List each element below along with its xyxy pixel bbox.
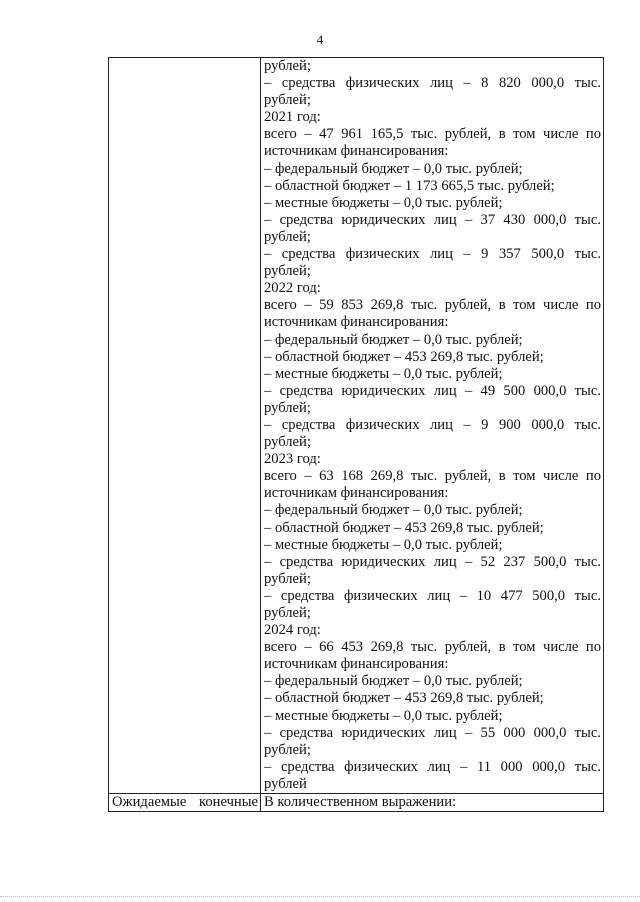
text-line: 2023 год: [264,451,321,468]
text-line: – местные бюджеты – 0,0 тыс. рублей; [264,707,503,724]
expected-results-label: Ожидаемые конечные [112,794,258,811]
text-line: всего – 63 168 269,8 тыс. рублей, в том числе по [264,468,601,485]
bottom-rule [0,896,640,897]
text-line: – областной бюджет – 453 269,8 тыс. рублей; [264,690,544,707]
text-line: 2022 год: [264,280,321,297]
text-line: – средства физических лиц – 11 000 000,0 тыс. [264,758,601,775]
text-line: – федеральный бюджет – 0,0 тыс. рублей; [264,331,523,348]
text-line: – средства юридических лиц – 52 237 500,0 тыс. [264,553,601,570]
row1-left-cell [109,58,261,794]
text-line: – федеральный бюджет – 0,0 тыс. рублей; [264,673,523,690]
page-number: 4 [316,32,324,47]
text-line: 2021 год: [264,109,321,126]
text-line: – областной бюджет – 453 269,8 тыс. рублей; [264,348,544,365]
text-line: источникам финансирования: [264,656,449,673]
text-line: источникам финансирования: [264,314,449,331]
financing-row [109,58,604,794]
text-line: – местные бюджеты – 0,0 тыс. рублей; [264,536,503,553]
financing-table [108,57,604,812]
text-line: рублей; [264,263,311,280]
text-line: всего – 59 853 269,8 тыс. рублей, в том числе по [264,297,601,314]
row2-left-cell [109,794,261,812]
text-line: рублей; [264,399,311,416]
text-line: – средства юридических лиц – 55 000 000,0 тыс. [264,724,601,741]
text-line: рублей; [264,58,311,74]
row1-right-cell [261,58,604,794]
text-line: – областной бюджет – 1 173 665,5 тыс. рублей; [264,177,555,194]
text-line: рублей; [264,741,311,758]
text-line: – федеральный бюджет – 0,0 тыс. рублей; [264,160,523,177]
text-line: – средства физических лиц – 9 900 000,0 тыс. [264,416,601,433]
text-line: рублей; [264,434,311,451]
text-line: – местные бюджеты – 0,0 тыс. рублей; [264,365,503,382]
text-line: – средства физических лиц – 8 820 000,0 тыс. [264,75,601,92]
text-line: рублей; [264,92,311,109]
text-line: рублей; [264,228,311,245]
expected-results-row [109,794,604,812]
text-line: всего – 47 961 165,5 тыс. рублей, в том числе по [264,126,601,143]
text-line: – средства юридических лиц – 49 500 000,0 тыс. [264,382,601,399]
text-line: – местные бюджеты – 0,0 тыс. рублей; [264,194,503,211]
text-line: рублей; [264,605,311,621]
text-line: источникам финансирования: [264,143,449,160]
text-line: рублей; [264,570,311,587]
quantitative-label: В количественном выражении: [264,794,457,811]
text-line: всего – 66 453 269,8 тыс. рублей, в том числе по [264,639,601,656]
row2-right-cell [261,794,604,812]
text-line: источникам финансирования: [264,485,449,502]
text-line: – областной бюджет – 453 269,8 тыс. рублей; [264,519,544,536]
financing-lines [264,58,601,793]
text-line: – средства юридических лиц – 37 430 000,0 тыс. [264,211,601,228]
text-line: рублей [264,775,307,792]
text-line: – федеральный бюджет – 0,0 тыс. рублей; [264,502,523,519]
text-line: – средства физических лиц – 9 357 500,0 тыс. [264,246,601,263]
text-line: 2024 год: [264,622,321,639]
text-line: – средства физических лиц – 10 477 500,0 тыс. [264,587,601,604]
